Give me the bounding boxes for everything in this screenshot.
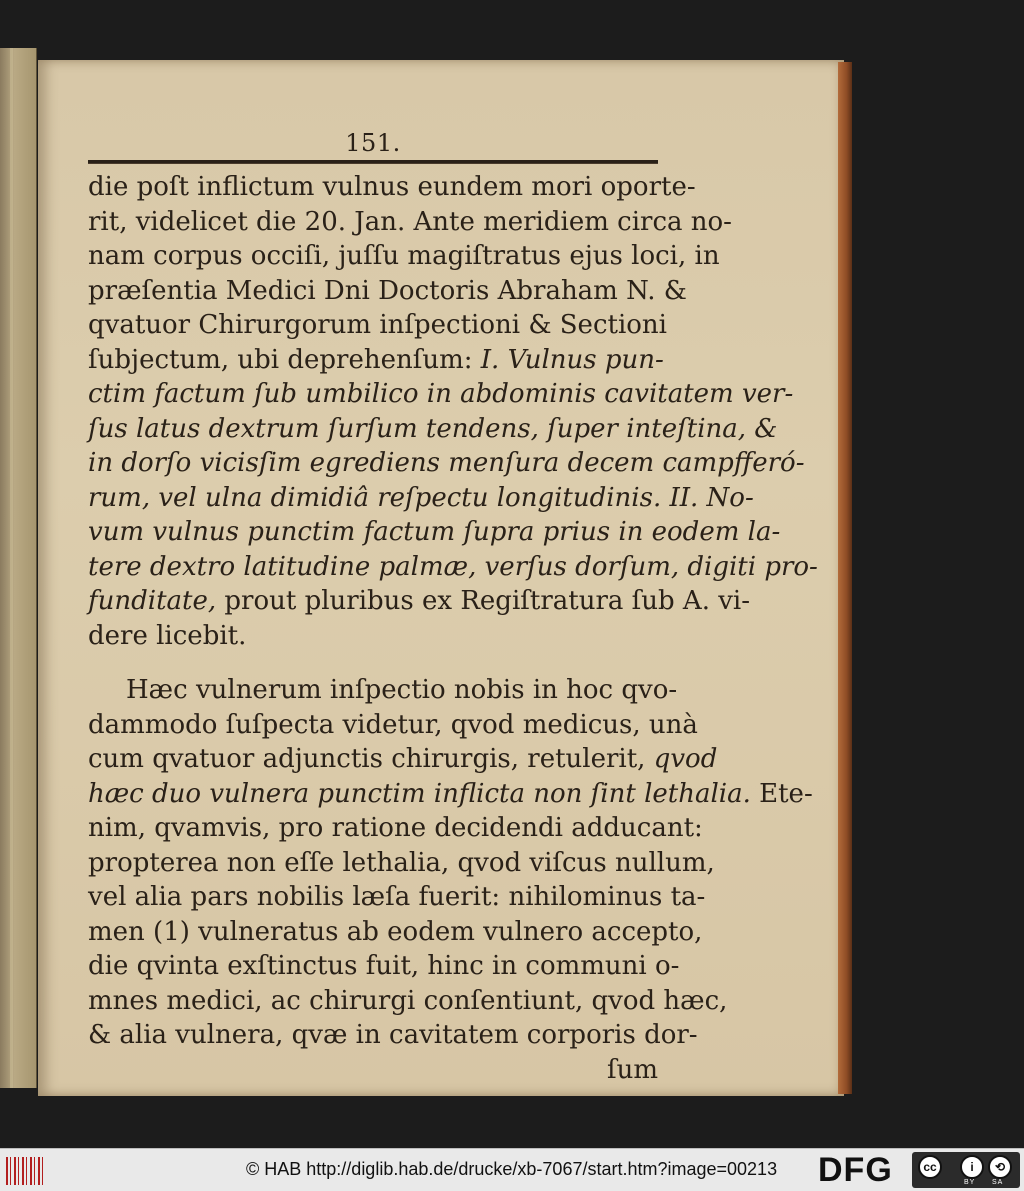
italic-line: ctim factum ſub umbilico in abdominis cavitatem ver-: [88, 379, 794, 409]
sa-label: SA: [992, 1179, 1004, 1186]
text-line: præſentia Medici Dni Doctoris Abraham N. &: [88, 275, 687, 306]
text-italic: qvod: [653, 744, 718, 774]
text-line-mixed: [88, 584, 751, 619]
text-line: propterea non eſſe lethalia, qvod viſcus nullum,: [88, 847, 715, 878]
italic-line: ſus latus dextrum ſurſum tendens, ſuper inteſtina, &: [88, 413, 778, 444]
page-number: 151.: [345, 129, 401, 157]
italic-line: in dorſo vicisſim egrediens menſura decem campfferó-: [88, 448, 805, 478]
italic-line: rum, vel ulna dimidiâ reſpectu longitudinis. II. No-: [88, 482, 754, 513]
text-line: men (1) vulneratus ab eodem vulnero accepto,: [88, 916, 703, 947]
text-italic: I. Vulnus pun-: [480, 344, 664, 375]
text-line-mixed: [88, 742, 718, 777]
by-label: BY: [964, 1179, 976, 1186]
text-line-mixed: [88, 343, 664, 378]
share-alike-icon: ⟲: [988, 1155, 1012, 1179]
text-line-mixed: [88, 777, 813, 812]
text-line: nam corpus occiſi, juſſu magiſtratus ejus loci, in: [88, 241, 720, 271]
text-line: mnes medici, ac chirurgi conſentiunt, qvod hæc,: [88, 985, 728, 1016]
text-roman: prout pluribus ex Regiſtratura ſub A. vi-: [224, 586, 751, 616]
text-line: die qvinta exſtinctus fuit, hinc in communi o-: [88, 951, 680, 981]
page-right-edge: [838, 62, 852, 1094]
text-line: rit, videlicet die 20. Jan. Ante meridiem circa no-: [88, 206, 732, 237]
text-line: die poſt inflictum vulnus eundem mori oporte-: [88, 172, 696, 202]
text-line: Hæc vulnerum inſpectio nobis in hoc qvo-: [126, 675, 678, 705]
italic-line: vum vulnus punctim factum ſupra prius in eodem la-: [88, 517, 781, 547]
attribution-icon: i: [960, 1155, 984, 1179]
text-roman: cum qvatuor adjunctis chirurgis, retulerit,: [88, 744, 654, 774]
catchword: ſum: [606, 1054, 658, 1085]
text-line: dere licebit.: [88, 620, 247, 651]
text-italic: funditate,: [88, 586, 225, 616]
text-line: vel alia pars nobilis læſa fuerit: nihilominus ta-: [88, 882, 706, 912]
italic-line: tere dextro latitudine palmæ, verſus dorſum, digiti pro-: [88, 551, 818, 582]
dfg-logo: DFG: [818, 1151, 893, 1189]
text-line: & alia vulnera, qvæ in cavitatem corporis dor-: [88, 1020, 698, 1050]
text-line: dammodo ſuſpecta videtur, qvod medicus, unà: [88, 709, 698, 740]
text-italic: hæc duo vulnera punctim inflicta non ſint lethalia.: [88, 778, 760, 809]
hab-barcode-icon: [6, 1157, 46, 1185]
paragraph-gap: [88, 653, 658, 673]
text-roman: ſubjectum, ubi deprehenſum:: [88, 344, 481, 375]
footer-bar: [0, 1148, 1024, 1191]
page-text-block: [88, 128, 818, 1087]
cc-license-badge[interactable]: [912, 1152, 1020, 1188]
text-roman: Ete-: [759, 778, 813, 809]
header-rule: [88, 160, 658, 164]
text-line: nim, qvamvis, pro ratione decidendi adducant:: [88, 813, 703, 843]
cc-icon: cc: [918, 1155, 942, 1179]
text-line: qvatuor Chirurgorum inſpectioni & Sectioni: [88, 310, 667, 340]
copyright-link[interactable]: © HAB http://diglib.hab.de/drucke/xb-7067/start.htm?image=00213: [246, 1159, 778, 1179]
left-page-edge: [0, 48, 37, 1088]
